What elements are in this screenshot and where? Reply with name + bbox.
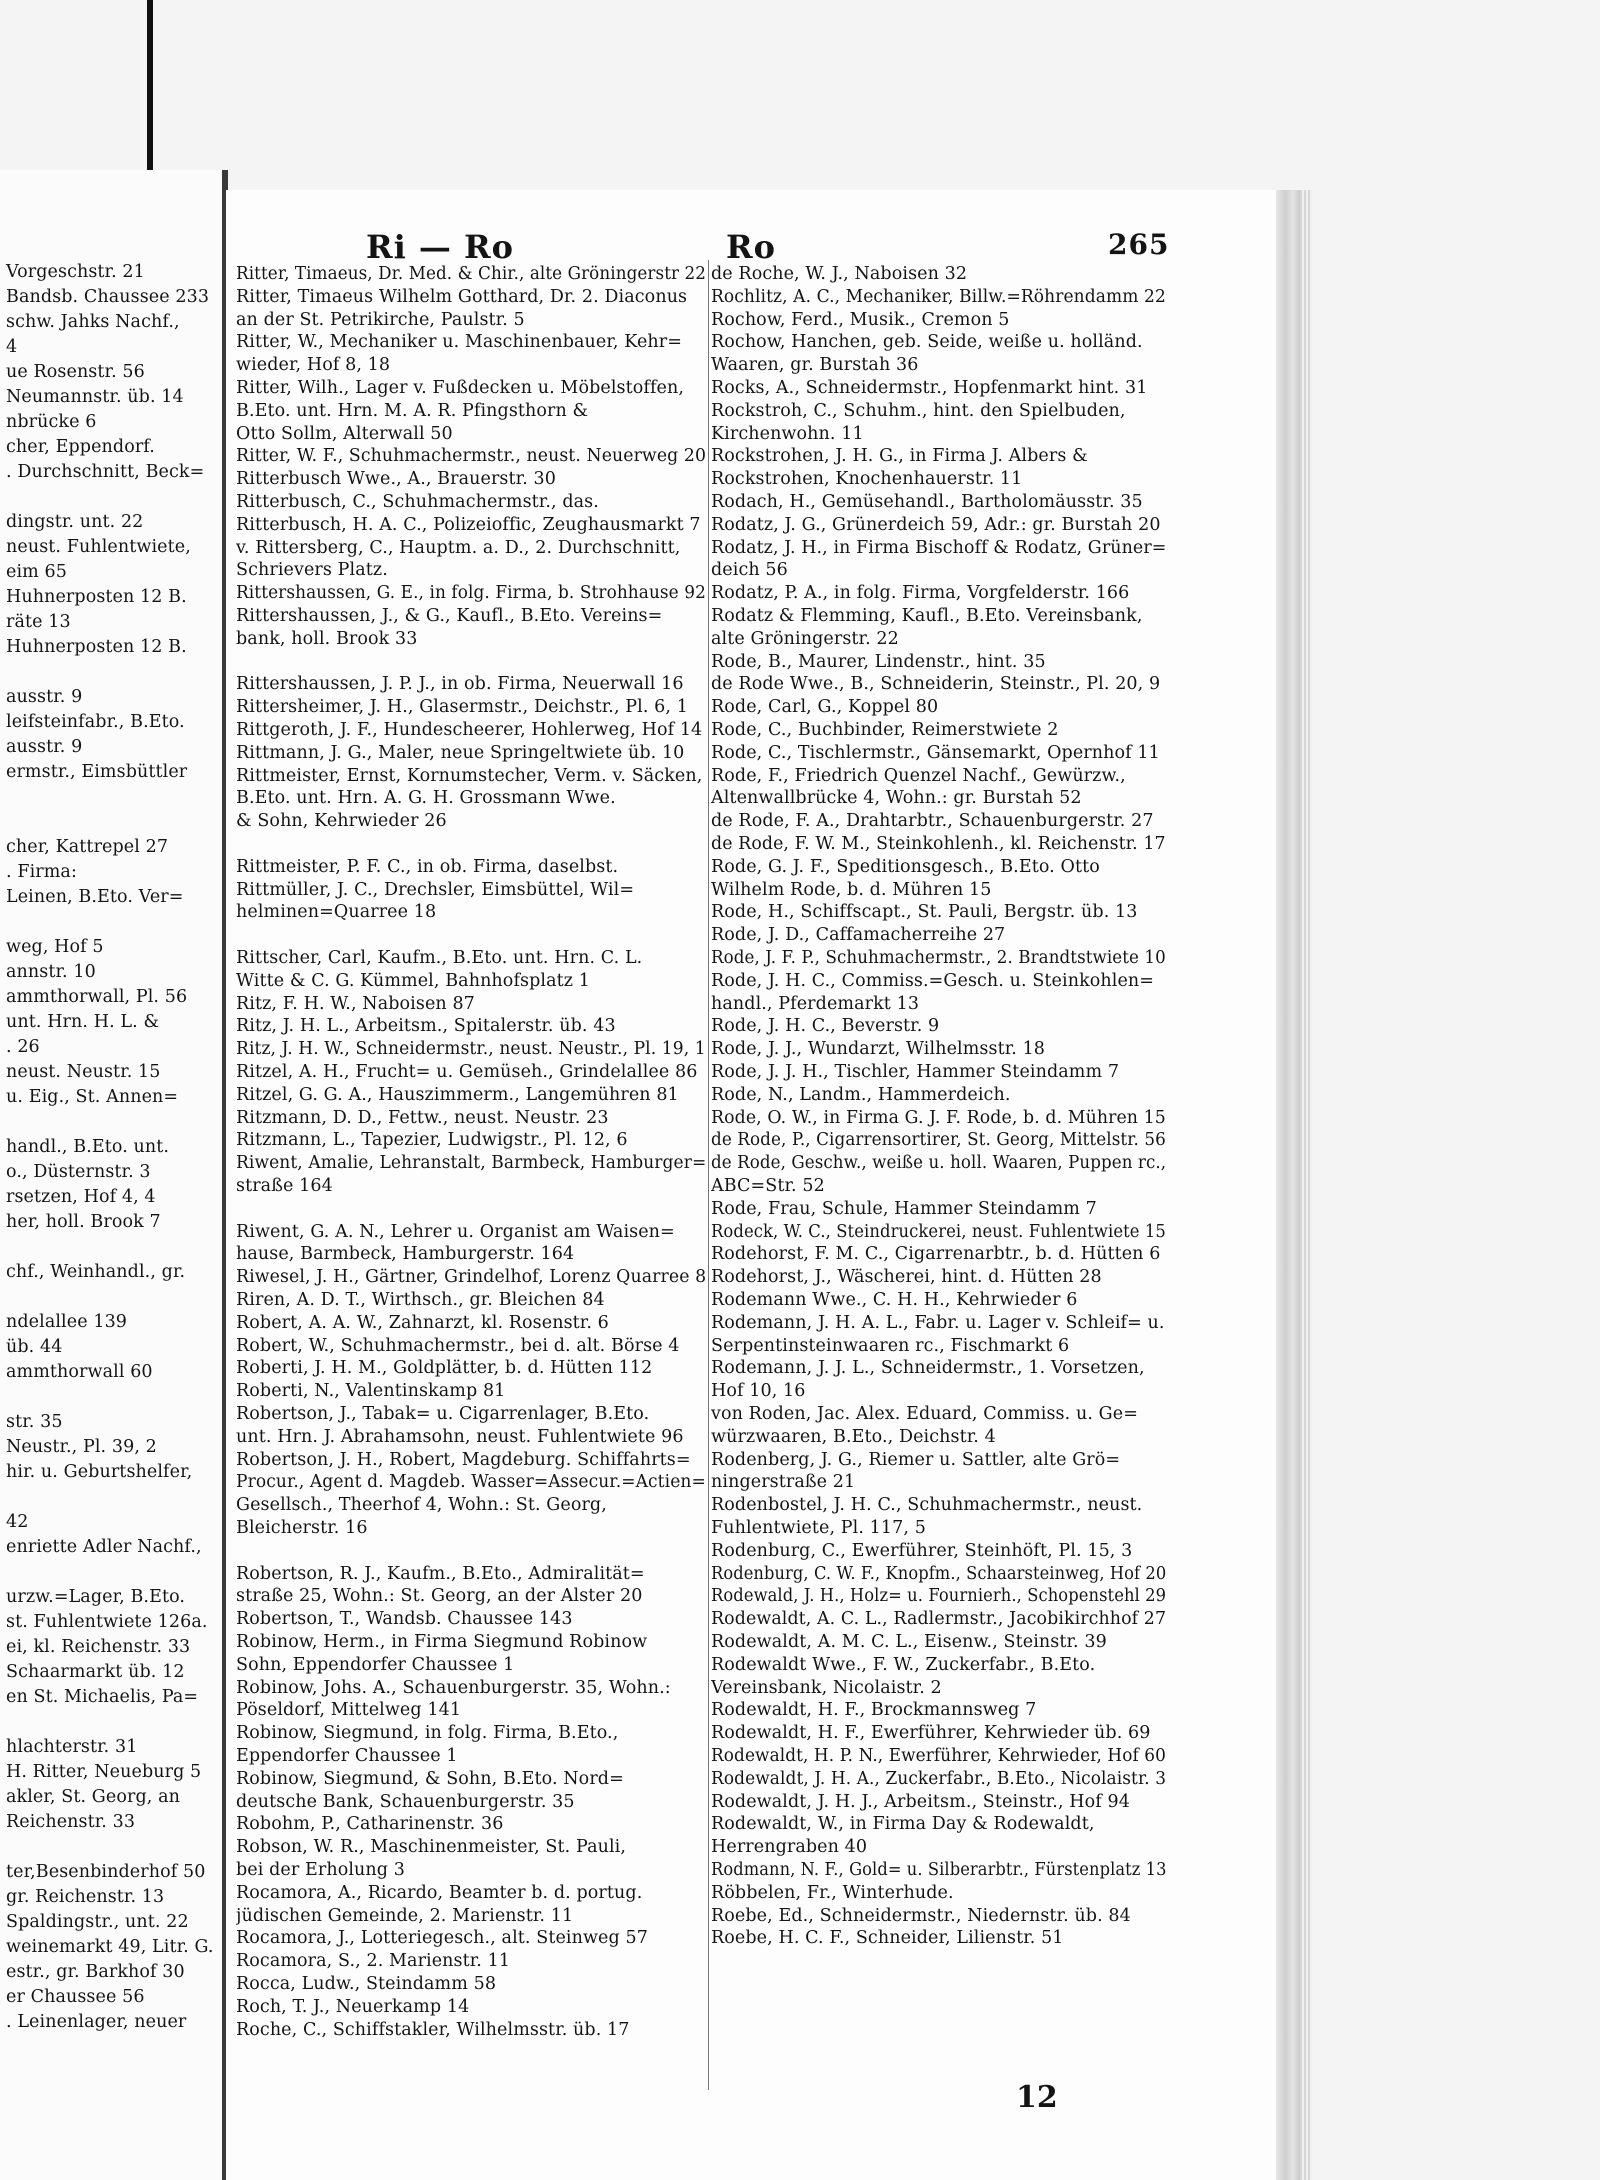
directory-entry-line: Ritzmann, D. D., Fettw., neust. Neustr. 23 xyxy=(236,1107,609,1128)
directory-entry-line: jüdischen Gemeinde, 2. Marienstr. 11 xyxy=(236,1905,574,1926)
running-head-left: Ri — Ro xyxy=(366,228,514,266)
directory-entry-line: de Rode, P., Cigarrensortirer, St. Georg, Mittelstr. 56 xyxy=(711,1130,1166,1151)
directory-entry-line: Rodehorst, J., Wäscherei, hint. d. Hütten 28 xyxy=(711,1267,1102,1288)
directory-entry-line: Wilhelm Rode, b. d. Mühren 15 xyxy=(711,879,992,900)
directory-entry-line: Rodehorst, F. M. C., Cigarrenarbtr., b. d. Hütten 6 xyxy=(711,1244,1161,1265)
directory-entry-line: Rode, J. H. C., Beverstr. 9 xyxy=(711,1016,940,1037)
directory-entry-line: Rode, J. J. H., Tischler, Hammer Steindamm 7 xyxy=(711,1062,1120,1082)
directory-entry-line: Pöseldorf, Mittelweg 141 xyxy=(236,1700,462,1721)
left-page-fragment: leifsteinfabr., B.Eto. xyxy=(6,712,185,732)
left-page-fragment: akler, St. Georg, an xyxy=(6,1787,180,1807)
directory-entry-line: Rodatz, P. A., in folg. Firma, Vorgfelderstr. 166 xyxy=(711,583,1130,604)
directory-entry-line: Rodmann, N. F., Gold= u. Silberarbtr., Fürstenplatz 13 xyxy=(711,1860,1167,1880)
directory-entry-line: Ritter, Timaeus Wilhelm Gotthard, Dr. 2. Diaconus xyxy=(236,286,688,307)
left-page-fragment: 4 xyxy=(6,337,18,357)
directory-entry-line: Hof 10, 16 xyxy=(711,1381,806,1402)
left-page-fragment: er Chaussee 56 xyxy=(6,1987,145,2007)
directory-entry-line: Robertson, T., Wandsb. Chaussee 143 xyxy=(236,1609,573,1630)
left-page-fragment: cher, Eppendorf. xyxy=(6,437,155,457)
directory-entry-line: Robinow, Siegmund, & Sohn, B.Eto. Nord= xyxy=(236,1768,624,1789)
directory-entry-line: Rochow, Hanchen, geb. Seide, weiße u. holländ. xyxy=(711,332,1143,353)
directory-entry-line: Rodewald, J. H., Holz= u. Fournierh., Schopenstehl 29 xyxy=(711,1586,1167,1607)
left-page-fragment: . Durchschnitt, Beck= xyxy=(6,462,205,482)
directory-entry-line: Robinow, Siegmund, in folg. Firma, B.Eto., xyxy=(236,1723,619,1744)
directory-entry-line: Rodewaldt, H. P. N., Ewerführer, Kehrwieder, Hof 60 xyxy=(711,1746,1166,1766)
directory-entry-line: Rittmeister, Ernst, Kornumstecher, Verm. v. Säcken, xyxy=(236,765,703,786)
directory-entry-line: Eppendorfer Chaussee 1 xyxy=(236,1746,458,1766)
directory-entry-line: Rocamora, S., 2. Marienstr. 11 xyxy=(236,1951,511,1972)
left-page-fragment: ausstr. 9 xyxy=(6,737,83,757)
directory-entry-line: Fuhlentwiete, Pl. 117, 5 xyxy=(711,1518,926,1538)
left-page-fragment: en St. Michaelis, Pa= xyxy=(6,1687,199,1707)
directory-entry-line: Rodewaldt Wwe., F. W., Zuckerfabr., B.Eto. xyxy=(711,1654,1096,1675)
directory-entry-line: de Rode Wwe., B., Schneiderin, Steinstr., Pl. 20, 9 xyxy=(711,674,1161,695)
directory-entry-line: B.Eto. unt. Hrn. M. A. R. Pfingsthorn & xyxy=(236,400,589,421)
directory-entry-line: Rodewaldt, H. F., Ewerführer, Kehrwieder üb. 69 xyxy=(711,1723,1151,1744)
directory-entry-line: Ritz, J. H. L., Arbeitsm., Spitalerstr. üb. 43 xyxy=(236,1016,616,1037)
directory-entry-line: an der St. Petrikirche, Paulstr. 5 xyxy=(236,309,525,330)
left-page-fragment: urzw.=Lager, B.Eto. xyxy=(6,1587,186,1607)
left-page-fragment: o., Düsternstr. 3 xyxy=(6,1162,151,1182)
directory-entry-line: Riwent, Amalie, Lehranstalt, Barmbeck, Hamburger= xyxy=(236,1153,707,1174)
directory-entry-line: wieder, Hof 8, 18 xyxy=(236,355,391,376)
directory-entry-line: bei der Erholung 3 xyxy=(236,1860,405,1880)
left-page-fragment: handl., B.Eto. unt. xyxy=(6,1137,170,1157)
directory-entry-line: Rode, G. J. F., Speditionsgesch., B.Eto. Otto xyxy=(711,856,1100,877)
directory-entry-line: Rodewaldt, J. H. A., Zuckerfabr., B.Eto., Nicolaistr. 3 xyxy=(711,1768,1167,1789)
directory-entry-line: Rittmüller, J. C., Drechsler, Eimsbüttel, Wil= xyxy=(236,879,635,900)
left-page xyxy=(0,170,225,2180)
left-page-fragment: Neumannstr. üb. 14 xyxy=(6,387,184,407)
left-page-fragment: unt. Hrn. H. L. & xyxy=(6,1012,160,1032)
right-page xyxy=(226,190,1300,2180)
directory-entry-line: Rodach, H., Gemüsehandl., Bartholomäusstr. 35 xyxy=(711,492,1143,512)
left-page-fragment: hlachterstr. 31 xyxy=(6,1737,138,1757)
directory-entry-line: de Rode, F. W. M., Steinkohlenh., kl. Reichenstr. 17 xyxy=(711,834,1166,854)
directory-entry-line: Riren, A. D. T., Wirthsch., gr. Bleichen 84 xyxy=(236,1290,605,1310)
directory-entry-line: Robinow, Herm., in Firma Siegmund Robinow xyxy=(236,1632,648,1652)
directory-entry-line: Schrievers Platz. xyxy=(236,560,388,581)
directory-entry-line: straße 164 xyxy=(236,1176,333,1196)
page-number: 265 xyxy=(1108,228,1170,261)
directory-entry-line: Ritzmann, L., Tapezier, Ludwigstr., Pl. 12, 6 xyxy=(236,1130,628,1151)
directory-entry-line: Robohm, P., Catharinenstr. 36 xyxy=(236,1814,504,1835)
left-page-fragment: Reichenstr. 33 xyxy=(6,1812,136,1832)
left-page-fragment: chf., Weinhandl., gr. xyxy=(6,1262,186,1282)
left-page-fragment: eim 65 xyxy=(6,562,67,582)
directory-entry-line: Rodemann, J. H. A. L., Fabr. u. Lager v. Schleif= u. xyxy=(711,1312,1165,1333)
directory-entry-line: straße 25, Wohn.: St. Georg, an der Alster 20 xyxy=(236,1586,643,1607)
directory-entry-line: Rodewaldt, A. C. L., Radlermstr., Jacobikirchhof 27 xyxy=(711,1609,1167,1630)
page-edge xyxy=(1300,190,1312,2180)
left-page-fragment: str. 35 xyxy=(6,1412,63,1432)
directory-entry-line: Rodemann, J. J. L., Schneidermstr., 1. Vorsetzen, xyxy=(711,1358,1145,1379)
directory-entry-line: Otto Sollm, Alterwall 50 xyxy=(236,423,453,444)
directory-entry-line: Rode, C., Buchbinder, Reimerstwiete 2 xyxy=(711,720,1059,740)
left-page-fragment: hir. u. Geburtshelfer, xyxy=(6,1462,193,1482)
left-page-fragment: ammthorwall, Pl. 56 xyxy=(6,987,188,1007)
directory-entry-line: Riwent, G. A. N., Lehrer u. Organist am Waisen= xyxy=(236,1221,675,1242)
directory-entry-line: Rodewaldt, H. F., Brockmannsweg 7 xyxy=(711,1700,1037,1721)
directory-entry-line: Ritzel, G. G. A., Hauszimmerm., Langemühren 81 xyxy=(236,1084,679,1105)
left-page-fragment: rsetzen, Hof 4, 4 xyxy=(6,1187,156,1207)
left-page-fragment: Neustr., Pl. 39, 2 xyxy=(6,1437,157,1457)
directory-entry-line: Rode, O. W., in Firma G. J. F. Rode, b. d. Mühren 15 xyxy=(711,1107,1166,1128)
left-page-fragment: neust. Neustr. 15 xyxy=(6,1062,161,1082)
left-page-fragment: ter,Besenbinderhof 50 xyxy=(6,1862,206,1882)
signature-mark: 12 xyxy=(1016,2080,1058,2115)
directory-entry-line: bank, holl. Brook 33 xyxy=(236,628,418,649)
directory-entry-line: Rittmeister, P. F. C., in ob. Firma, daselbst. xyxy=(236,856,619,877)
directory-entry-line: Ritter, W., Mechaniker u. Maschinenbauer, Kehr= xyxy=(236,332,683,353)
directory-entry-line: helminen=Quarree 18 xyxy=(236,902,437,923)
directory-entry-line: Roebe, Ed., Schneidermstr., Niedernstr. üb. 84 xyxy=(711,1905,1131,1926)
directory-entry-line: Robson, W. R., Maschinenmeister, St. Pauli, xyxy=(236,1837,627,1858)
directory-entry-line: Rodenburg, C., Ewerführer, Steinhöft, Pl. 15, 3 xyxy=(711,1540,1133,1561)
directory-entry-line: Rodenberg, J. G., Riemer u. Sattler, alte Grö= xyxy=(711,1449,1121,1470)
directory-entry-line: Ritter, W. F., Schuhmachermstr., neust. Neuerweg 20 xyxy=(236,446,707,467)
directory-entry-line: Rittersheimer, J. H., Glasermstr., Deichstr., Pl. 6, 1 xyxy=(236,697,688,718)
directory-entry-line: Rode, H., Schiffscapt., St. Pauli, Bergstr. üb. 13 xyxy=(711,902,1138,923)
directory-entry-line: Robertson, R. J., Kaufm., B.Eto., Admiralität= xyxy=(236,1563,645,1584)
left-page-fragment: weinemarkt 49, Litr. G. xyxy=(6,1937,214,1957)
left-page-fragment: ue Rosenstr. 56 xyxy=(6,362,145,382)
directory-entry-line: Kirchenwohn. 11 xyxy=(711,423,864,444)
left-page-fragment: cher, Kattrepel 27 xyxy=(6,837,169,857)
directory-entry-line: Altenwallbrücke 4, Wohn.: gr. Burstah 52 xyxy=(711,788,1082,809)
directory-entry-line: Rittscher, Carl, Kaufm., B.Eto. unt. Hrn. C. L. xyxy=(236,948,643,968)
directory-entry-line: Riwesel, J. H., Gärtner, Grindelhof, Lorenz Quarree 8 xyxy=(236,1267,707,1288)
directory-entry-line: Robertson, J. H., Robert, Magdeburg. Schiffahrts= xyxy=(236,1449,691,1470)
left-page-fragment: . Leinenlager, neuer xyxy=(6,2012,187,2032)
left-page-fragment: nbrücke 6 xyxy=(6,412,97,432)
directory-entry-line: von Roden, Jac. Alex. Eduard, Commiss. u. Ge= xyxy=(711,1404,1138,1424)
directory-entry-line: Rocamora, J., Lotteriegesch., alt. Steinweg 57 xyxy=(236,1928,648,1949)
directory-entry-line: Rode, J. D., Caffamacherreihe 27 xyxy=(711,925,1006,946)
directory-entry-line: Robinow, Johs. A., Schauenburgerstr. 35, Wohn.: xyxy=(236,1677,671,1698)
directory-entry-line: Rode, J. F. P., Schuhmachermstr., 2. Brandtstwiete 10 xyxy=(711,948,1166,968)
directory-entry-line: Rocamora, A., Ricardo, Beamter b. d. portug. xyxy=(236,1882,643,1903)
left-page-fragment: räte 13 xyxy=(6,612,71,632)
directory-entry-line: Rockstrohen, J. H. G., in Firma J. Albers & xyxy=(711,446,1088,467)
directory-entry-line: Ritzel, A. H., Frucht= u. Gemüseh., Grindelallee 86 xyxy=(236,1062,698,1082)
directory-entry-line: & Sohn, Kehrwieder 26 xyxy=(236,811,447,832)
directory-entry-line: würzwaaren, B.Eto., Deichstr. 4 xyxy=(711,1426,996,1447)
directory-entry-line: ningerstraße 21 xyxy=(711,1472,856,1493)
directory-entry-line: Roch, T. J., Neuerkamp 14 xyxy=(236,1996,470,2017)
left-page-fragment: . Firma: xyxy=(6,862,77,882)
directory-entry-line: Rodatz, J. G., Grünerdeich 59, Adr.: gr. Burstah 20 xyxy=(711,514,1161,535)
directory-entry-line: Rodewaldt, W., in Firma Day & Rodewaldt, xyxy=(711,1814,1095,1835)
directory-entry-line: Herrengraben 40 xyxy=(711,1837,868,1858)
left-page-fragment: schw. Jahks Nachf., xyxy=(6,312,180,332)
directory-entry-line: Rockstrohen, Knochenhauerstr. 11 xyxy=(711,469,1023,490)
directory-entry-line: de Rode, Geschw., weiße u. holl. Waaren, Puppen rc., xyxy=(711,1153,1167,1174)
directory-entry-line: unt. Hrn. J. Abrahamsohn, neust. Fuhlentwiete 96 xyxy=(236,1426,684,1447)
directory-entry-line: Robertson, J., Tabak= u. Cigarrenlager, B.Eto. xyxy=(236,1404,650,1424)
directory-entry-line: Rodewaldt, A. M. C. L., Eisenw., Steinstr. 39 xyxy=(711,1632,1107,1652)
left-page-fragment: ndelallee 139 xyxy=(6,1312,128,1332)
left-page-fragment: gr. Reichenstr. 13 xyxy=(6,1887,165,1907)
directory-entry-line: Rocks, A., Schneidermstr., Hopfenmarkt hint. 31 xyxy=(711,378,1148,398)
directory-entry-line: Rodatz & Flemming, Kaufl., B.Eto. Vereinsbank, xyxy=(711,606,1143,626)
directory-entry-line: Gesellsch., Theerhof 4, Wohn.: St. Georg, xyxy=(236,1495,607,1516)
left-page-fragment: Huhnerposten 12 B. xyxy=(6,587,187,607)
directory-entry-line: Ritter, Wilh., Lager v. Fußdecken u. Möbelstoffen, xyxy=(236,378,685,398)
directory-entry-line: Roberti, N., Valentinskamp 81 xyxy=(236,1381,506,1402)
directory-entry-line: Bleicherstr. 16 xyxy=(236,1518,368,1538)
directory-entry-line: Rittershaussen, G. E., in folg. Firma, b. Strohhause 92 xyxy=(236,583,706,604)
directory-entry-line: v. Rittersberg, C., Hauptm. a. D., 2. Durchschnitt, xyxy=(236,537,681,558)
directory-entry-line: Rode, C., Tischlermstr., Gänsemarkt, Opernhof 11 xyxy=(711,742,1160,763)
directory-entry-line: Rode, N., Landm., Hammerdeich. xyxy=(711,1084,1011,1105)
left-page-fragment: ammthorwall 60 xyxy=(6,1362,153,1382)
directory-entry-line: Rittmann, J. G., Maler, neue Springeltwiete üb. 10 xyxy=(236,742,685,763)
left-page-fragment: üb. 44 xyxy=(6,1337,63,1357)
directory-entry-line: Ritz, J. H. W., Schneidermstr., neust. Neustr., Pl. 19, 1 xyxy=(236,1039,706,1060)
directory-entry-line: Roebe, H. C. F., Schneider, Lilienstr. 51 xyxy=(711,1928,1064,1949)
directory-entry-line: alte Gröningerstr. 22 xyxy=(711,628,899,649)
directory-entry-line: ABC=Str. 52 xyxy=(711,1176,825,1196)
left-page-fragment: Leinen, B.Eto. Ver= xyxy=(6,887,184,907)
directory-entry-line: Rode, Carl, G., Koppel 80 xyxy=(711,697,939,718)
left-page-fragment: Spaldingstr., unt. 22 xyxy=(6,1912,189,1932)
directory-entry-line: Rittershaussen, J., & G., Kaufl., B.Eto. Vereins= xyxy=(236,606,663,626)
directory-entry-line: Rode, B., Maurer, Lindenstr., hint. 35 xyxy=(711,651,1046,672)
directory-entry-line: Waaren, gr. Burstah 36 xyxy=(711,355,919,376)
directory-entry-line: Rode, J. H. C., Commiss.=Gesch. u. Steinkohlen= xyxy=(711,970,1155,991)
directory-entry-line: Rockstroh, C., Schuhm., hint. den Spielbuden, xyxy=(711,400,1126,421)
directory-column-left xyxy=(236,264,716,2124)
left-page-fragment: 42 xyxy=(6,1512,29,1532)
directory-entry-line: Rodenbostel, J. H. C., Schuhmachermstr., neust. xyxy=(711,1495,1143,1516)
left-page-fragment: neust. Fuhlentwiete, xyxy=(6,537,191,557)
directory-entry-line: Serpentinsteinwaaren rc., Fischmarkt 6 xyxy=(711,1335,1070,1356)
left-page-fragment: Vorgeschstr. 21 xyxy=(6,262,145,282)
left-page-fragment: H. Ritter, Neueburg 5 xyxy=(6,1762,202,1782)
directory-entry-line: Ritterbusch, H. A. C., Polizeioffic, Zeughausmarkt 7 xyxy=(236,514,701,535)
directory-entry-line: Witte & C. G. Kümmel, Bahnhofsplatz 1 xyxy=(236,970,590,991)
left-page-fragment: Schaarmarkt üb. 12 xyxy=(6,1662,185,1682)
directory-entry-line: B.Eto. unt. Hrn. A. G. H. Grossmann Wwe. xyxy=(236,788,616,809)
directory-entry-line: Rode, J. J., Wundarzt, Wilhelmsstr. 18 xyxy=(711,1039,1046,1060)
directory-entry-line: Rocca, Ludw., Steindamm 58 xyxy=(236,1974,497,1994)
left-page-fragment: st. Fuhlentwiete 126a. xyxy=(6,1612,208,1632)
directory-entry-line: Rochow, Ferd., Musik., Cremon 5 xyxy=(711,309,1010,330)
directory-entry-line: de Roche, W. J., Naboisen 32 xyxy=(711,264,968,284)
left-page-fragment: Huhnerposten 12 B. xyxy=(6,637,187,657)
directory-entry-line: Rode, F., Friedrich Quenzel Nachf., Gewürzw., xyxy=(711,765,1126,786)
directory-entry-line: Röbbelen, Fr., Winterhude. xyxy=(711,1882,954,1903)
directory-entry-line: Rode, Frau, Schule, Hammer Steindamm 7 xyxy=(711,1198,1097,1219)
directory-entry-line: Rodewaldt, J. H. J., Arbeitsm., Steinstr., Hof 94 xyxy=(711,1791,1131,1812)
running-head-center: Ro xyxy=(726,228,776,266)
directory-entry-line: Roche, C., Schiffstakler, Wilhelmsstr. üb. 17 xyxy=(236,2019,630,2040)
directory-entry-line: Rodemann Wwe., C. H. H., Kehrwieder 6 xyxy=(711,1290,1078,1310)
left-page-fragment: dingstr. unt. 22 xyxy=(6,512,144,532)
directory-entry-line: Rochlitz, A. C., Mechaniker, Billw.=Röhrendamm 22 xyxy=(711,286,1166,307)
directory-entry-line: Roberti, J. H. M., Goldplätter, b. d. Hütten 112 xyxy=(236,1358,653,1379)
directory-entry-line: Ritter, Timaeus, Dr. Med. & Chir., alte Gröningerstr 22 xyxy=(236,264,707,284)
directory-entry-line: Vereinsbank, Nicolaistr. 2 xyxy=(711,1677,942,1698)
directory-entry-line: Rittershaussen, J. P. J., in ob. Firma, Neuerwall 16 xyxy=(236,674,684,695)
directory-entry-line: Rodeck, W. C., Steindruckerei, neust. Fuhlentwiete 15 xyxy=(711,1221,1166,1242)
directory-column-right xyxy=(711,264,1181,2124)
directory-entry-line: Rodenburg, C. W. F., Knopfm., Schaarsteinweg, Hof 20 xyxy=(711,1563,1167,1584)
directory-entry-line: Rodatz, J. H., in Firma Bischoff & Rodatz, Grüner= xyxy=(711,537,1167,558)
left-page-fragment: annstr. 10 xyxy=(6,962,96,982)
left-page-fragment: u. Eig., St. Annen= xyxy=(6,1087,179,1107)
directory-entry-line: handl., Pferdemarkt 13 xyxy=(711,993,920,1014)
left-page-fragment: . 26 xyxy=(6,1037,40,1057)
directory-entry-line: Robert, A. A. W., Zahnarzt, kl. Rosenstr. 6 xyxy=(236,1312,609,1333)
left-page-fragment: weg, Hof 5 xyxy=(6,937,104,957)
left-page-fragment: ausstr. 9 xyxy=(6,687,83,707)
directory-entry-line: hause, Barmbeck, Hamburgerstr. 164 xyxy=(236,1244,575,1265)
directory-entry-line: deich 56 xyxy=(711,560,788,581)
directory-entry-line: Procur., Agent d. Magdeb. Wasser=Assecur.=Actien= xyxy=(236,1472,706,1493)
directory-entry-line: Ritterbusch Wwe., A., Brauerstr. 30 xyxy=(236,469,556,490)
directory-entry-line: Ritz, F. H. W., Naboisen 87 xyxy=(236,993,475,1014)
left-page-fragment: estr., gr. Barkhof 30 xyxy=(6,1962,185,1982)
directory-entry-line: Sohn, Eppendorfer Chaussee 1 xyxy=(236,1654,515,1675)
directory-entry-line: de Rode, F. A., Drahtarbtr., Schauenburgerstr. 27 xyxy=(711,811,1154,832)
directory-entry-line: Rittgeroth, J. F., Hundescheerer, Hohlerweg, Hof 14 xyxy=(236,720,703,740)
left-page-fragment: ei, kl. Reichenstr. 33 xyxy=(6,1637,191,1657)
left-page-fragment: Bandsb. Chaussee 233 xyxy=(6,287,210,307)
directory-entry-line: deutsche Bank, Schauenburgerstr. 35 xyxy=(236,1791,575,1812)
directory-entry-line: Ritterbusch, C., Schuhmachermstr., das. xyxy=(236,492,599,512)
left-page-fragment: ermstr., Eimsbüttler xyxy=(6,762,188,782)
left-page-fragment: her, holl. Brook 7 xyxy=(6,1212,161,1232)
directory-entry-line: Robert, W., Schuhmachermstr., bei d. alt. Börse 4 xyxy=(236,1335,680,1356)
left-page-fragment: enriette Adler Nachf., xyxy=(6,1537,202,1557)
